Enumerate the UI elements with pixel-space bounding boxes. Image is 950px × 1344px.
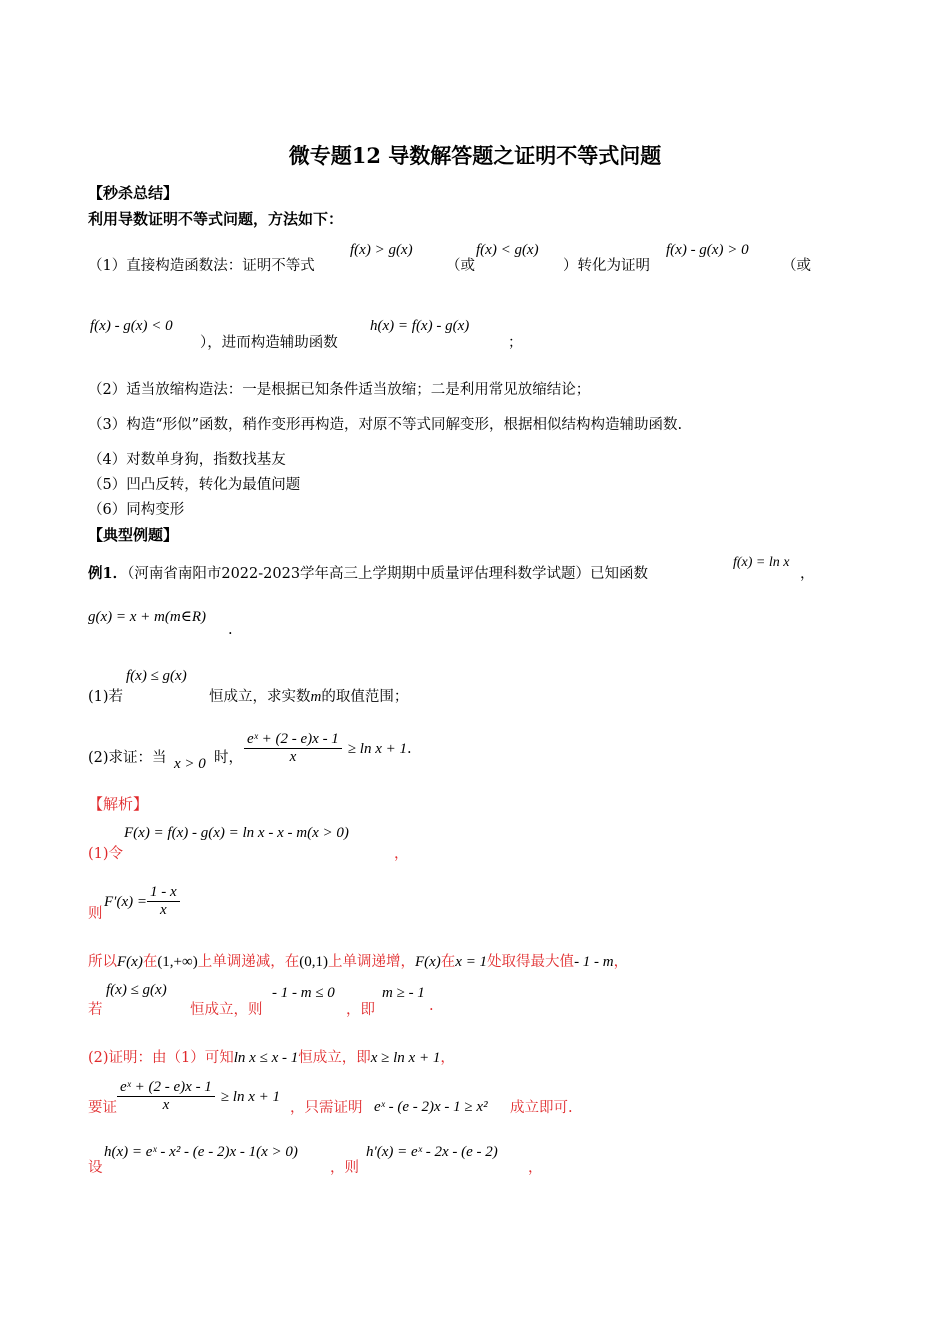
example-f-definition: f(x) = ln x — [733, 555, 790, 570]
solution-2-lhs: F′(x) = — [104, 894, 147, 910]
solution-2-denominator: x — [147, 901, 180, 919]
solution-4-b: 恒成立，则 — [190, 1002, 263, 1018]
solution-5-c: ， — [440, 1050, 455, 1066]
method-4: （4）对数单身狗，指数找基友 — [88, 452, 286, 468]
solution-7-hprime: h′(x) = eˣ - 2x - (e - 2) — [366, 1144, 498, 1160]
summary-lead: 利用导数证明不等式问题，方法如下： — [88, 210, 344, 228]
example-period: . — [228, 622, 233, 638]
solution-6-denominator: x — [117, 1096, 215, 1114]
solution-3-a: 所以 — [88, 954, 117, 970]
question-1-b: 恒成立，求实数 — [209, 689, 311, 705]
solution-7-a: 设 — [88, 1160, 103, 1176]
solution-4-cond-1: - 1 - m ≤ 0 — [272, 985, 335, 1001]
question-1-c: 的取值范围； — [321, 689, 409, 705]
question-1-m: m — [310, 689, 322, 705]
method-1-text-e: ），进而构造辅助函数 — [200, 335, 338, 351]
example-comma: ， — [800, 566, 815, 582]
method-1-formula-1: f(x) > g(x) — [350, 242, 413, 258]
solution-3-max: - 1 - m — [574, 954, 614, 970]
solution-3-g: ， — [613, 954, 629, 970]
example-source: （河南省南阳市2022-2023学年高三上学期期中质量评估理科数学试题）已知函数 — [127, 566, 649, 582]
solution-1-a: (1)令 — [88, 846, 124, 862]
solution-2-a: 则 — [88, 906, 103, 922]
solution-4-c: ，即 — [346, 1002, 375, 1018]
solution-4-d: . — [429, 998, 434, 1014]
solution-5-ineq-2: x ≥ ln x + 1 — [370, 1050, 441, 1066]
method-1-formula-2: f(x) < g(x) — [476, 242, 539, 258]
solution-3-b: 在 — [142, 954, 158, 970]
solution-3-e: 在 — [440, 954, 456, 970]
method-1-formula-5: h(x) = f(x) - g(x) — [370, 318, 470, 334]
example-g-definition: g(x) = x + m(m∈R) — [88, 609, 206, 625]
solution-6-b: ，只需证明 — [290, 1100, 363, 1116]
analysis-heading: 【解析】 — [88, 795, 149, 813]
question-2-denominator: x — [244, 748, 342, 766]
method-5: （5）凹凸反转，转化为最值问题 — [88, 477, 301, 493]
question-2-end: . — [407, 741, 412, 757]
method-6: （6）同构变形 — [88, 502, 185, 518]
solution-6-rhs: ≥ ln x + 1 — [220, 1089, 280, 1105]
solution-3-interval-1: (1,+∞) — [157, 954, 198, 970]
question-2-fraction — [244, 731, 342, 766]
solution-5-ineq-1: ln x ≤ x - 1 — [233, 1050, 299, 1066]
solution-1-comma: ， — [394, 846, 409, 862]
solution-3-c: 上单调递减，在 — [197, 954, 300, 970]
solution-3-x: x = 1 — [455, 954, 488, 970]
solution-6-inequality: eˣ - (e - 2)x - 1 ≥ x² — [374, 1099, 488, 1115]
solution-4-cond-2: m ≥ - 1 — [382, 985, 425, 1001]
solution-7-b: ，则 — [330, 1160, 359, 1176]
solution-5-b: 恒成立，即 — [298, 1050, 371, 1066]
solution-4-inequality: f(x) ≤ g(x) — [106, 982, 167, 998]
question-2-a: (2)求证：当 — [88, 750, 167, 766]
method-1-text-a: （1）直接构造函数法：证明不等式 — [88, 258, 315, 274]
question-1-a: (1)若 — [88, 689, 124, 705]
method-1-formula-3: f(x) - g(x) > 0 — [666, 242, 749, 258]
solution-3-d: 上单调递增， — [327, 954, 415, 970]
question-2-rhs: ≥ ln x + 1 — [347, 741, 407, 757]
question-1-inequality: f(x) ≤ g(x) — [126, 668, 187, 684]
solution-3-interval-2: (0,1) — [299, 954, 328, 970]
method-1-text-d: （或 — [782, 258, 811, 274]
solution-4-a: 若 — [88, 1002, 103, 1018]
solution-3-F: F(x) — [117, 954, 143, 970]
solution-7-h: h(x) = eˣ - x² - (e - 2)x - 1(x > 0) — [104, 1144, 298, 1160]
solution-3-F2: F(x) — [414, 954, 441, 970]
method-2: （2）适当放缩构造法：一是根据已知条件适当放缩；二是利用常见放缩结论； — [88, 382, 591, 398]
solution-6-c: 成立即可. — [510, 1100, 573, 1116]
method-1-formula-4: f(x) - g(x) < 0 — [90, 318, 173, 334]
examples-heading: 【典型例题】 — [88, 526, 179, 544]
method-1-text-c: ）转化为证明 — [563, 258, 650, 274]
solution-6-numerator: eˣ + (2 - e)x - 1 — [120, 1079, 212, 1095]
page-title: 微专题12 导数解答题之证明不等式问题 — [288, 143, 662, 168]
solution-2-fraction — [147, 884, 180, 919]
question-2-numerator: eˣ + (2 - e)x - 1 — [247, 731, 339, 747]
summary-heading: 【秒杀总结】 — [88, 184, 179, 202]
example-label: 例1． — [88, 565, 128, 582]
solution-5-a: (2)证明：由（1）可知 — [88, 1050, 234, 1066]
solution-2-numerator: 1 - x — [149, 884, 177, 900]
solution-7-c: ， — [528, 1160, 543, 1176]
method-1-text-f: ； — [508, 335, 523, 351]
method-3: （3）构造“形似”函数，稍作变形再构造，对原不等式同解变形，根据相似结构构造辅助函数. — [88, 417, 683, 433]
question-2-condition: x > 0 — [174, 756, 206, 772]
solution-3-f: 处取得最大值 — [487, 954, 575, 970]
solution-1-F: F(x) = f(x) - g(x) = ln x - x - m(x > 0) — [124, 825, 349, 841]
solution-6-a: 要证 — [88, 1100, 117, 1116]
solution-6-fraction — [117, 1079, 215, 1114]
question-2-b: 时， — [214, 750, 243, 766]
method-1-text-b: （或 — [446, 258, 475, 274]
